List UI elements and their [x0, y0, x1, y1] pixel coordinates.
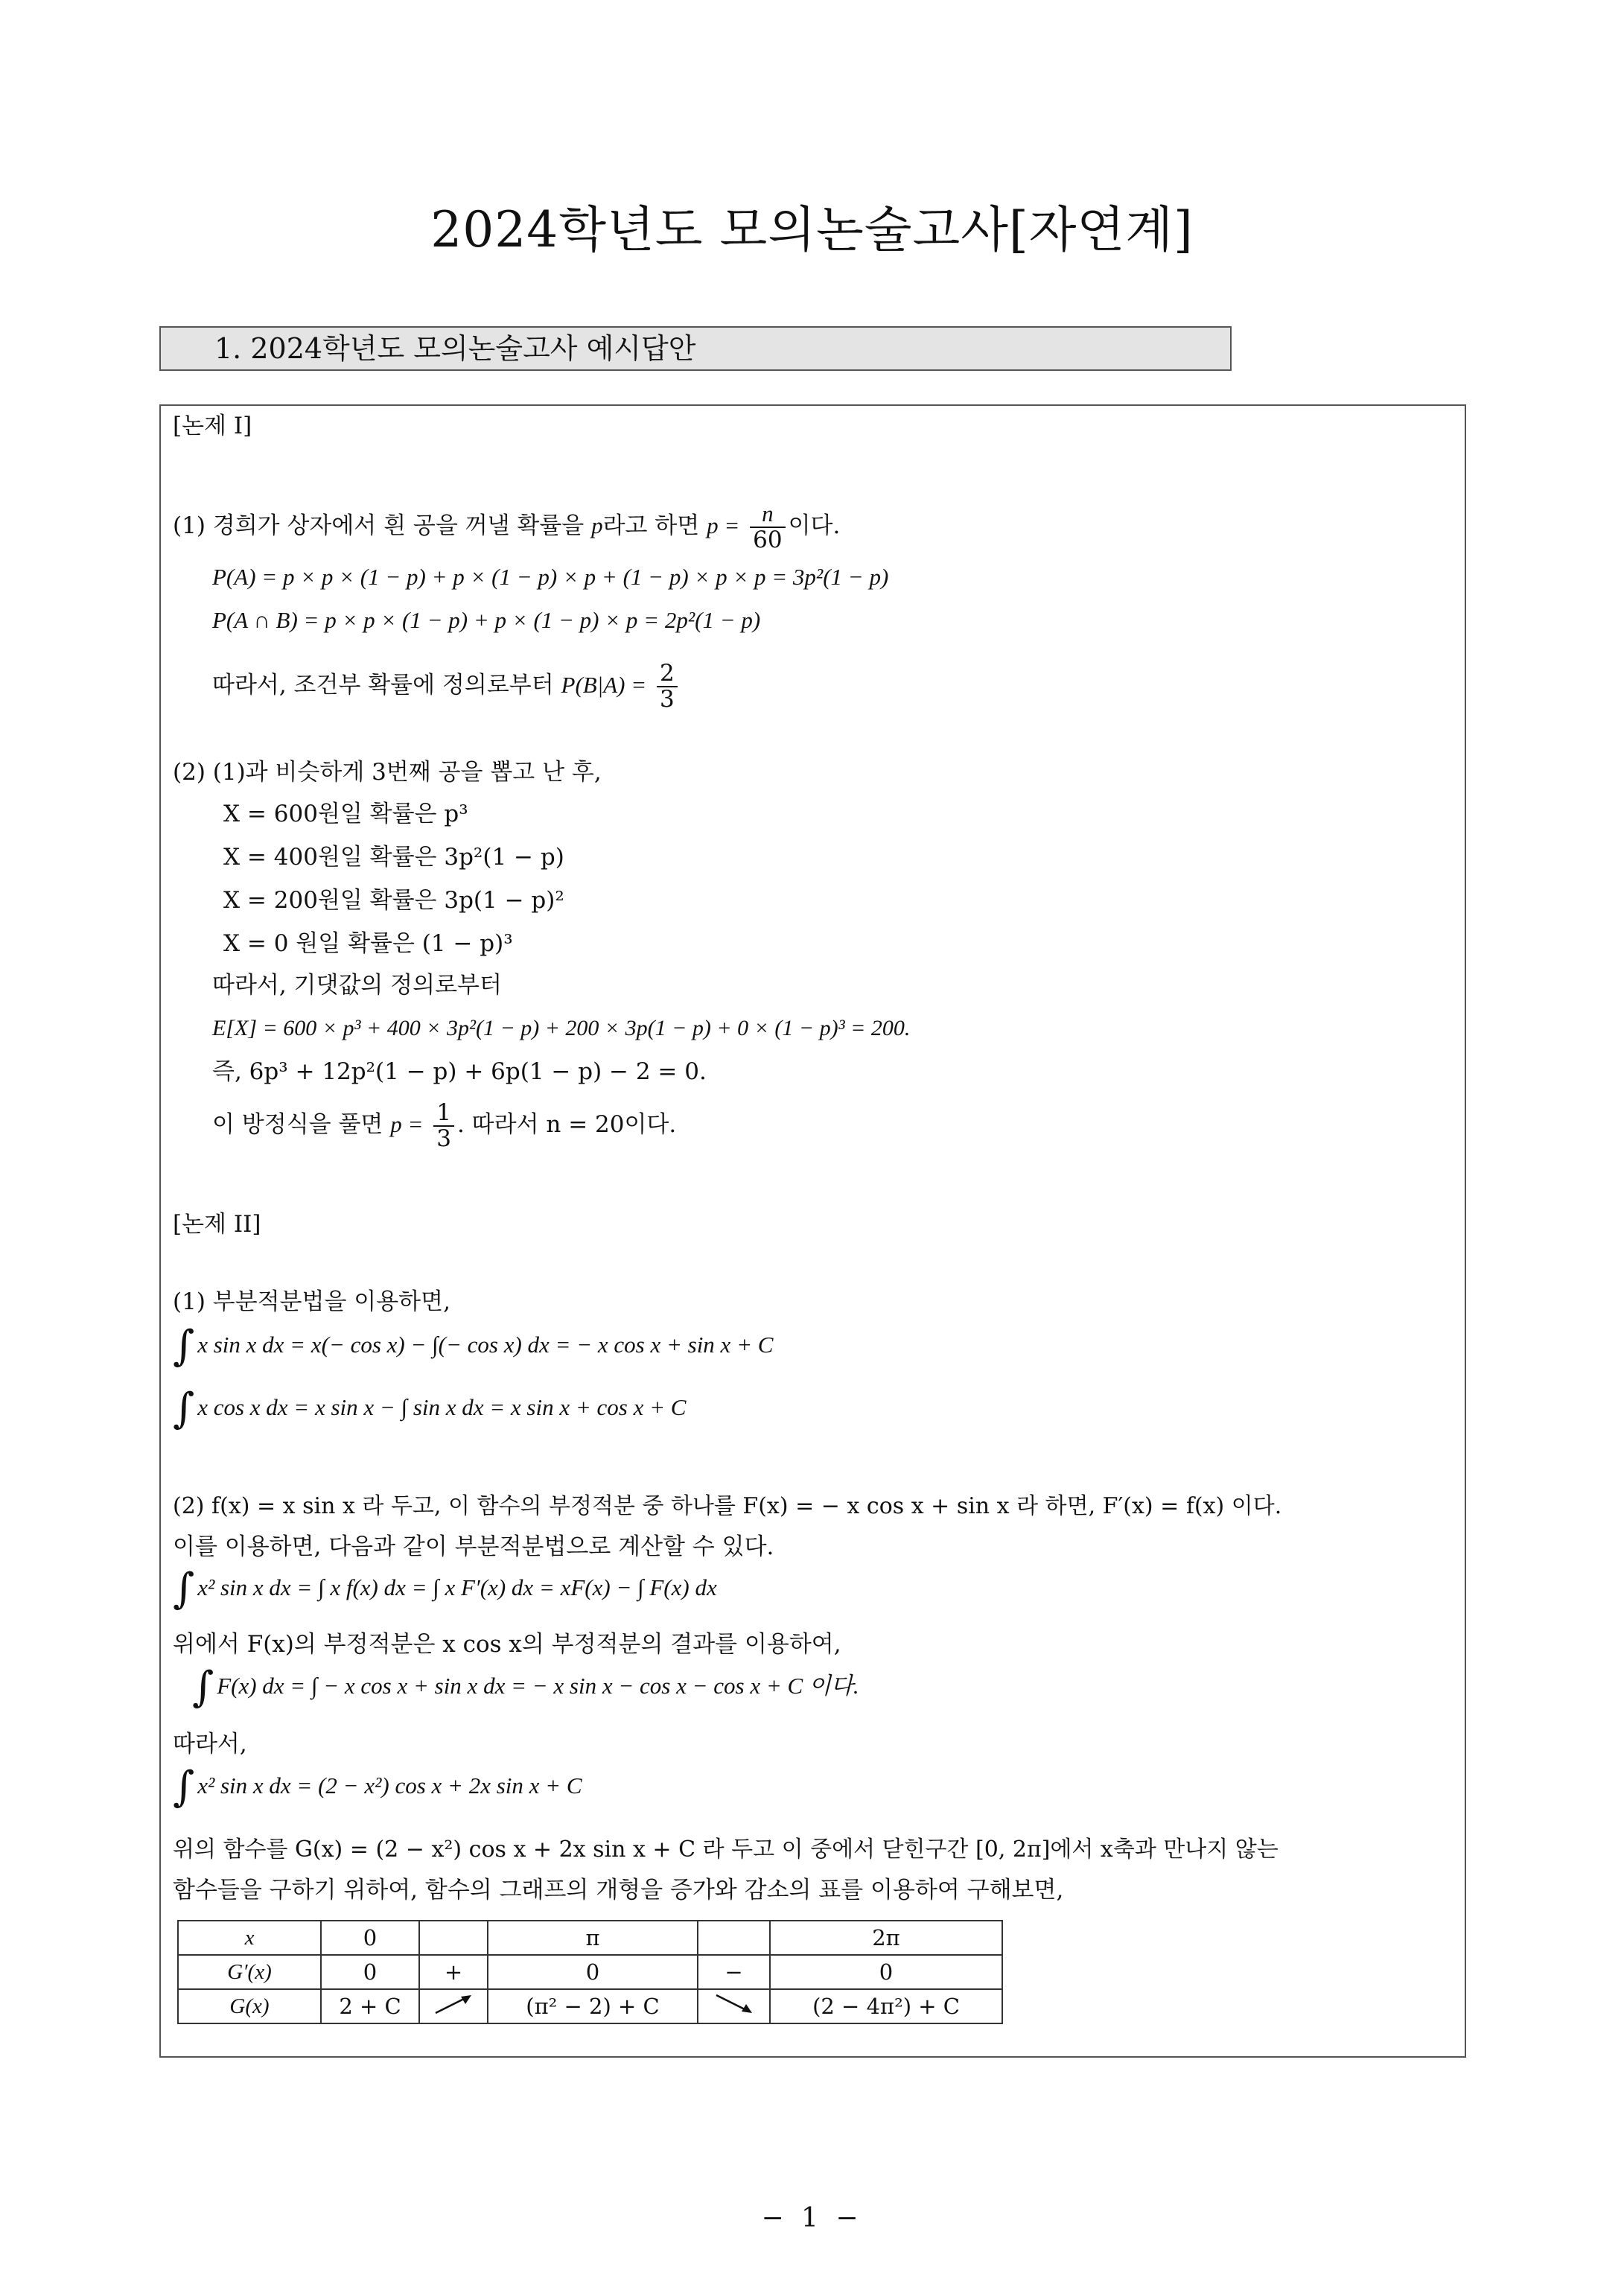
q1-p: p [591, 512, 603, 539]
part1-q2-intro: (2) (1)과 비슷하게 3번째 공을 뽑고 난 후, [173, 759, 602, 786]
table-cell [419, 1921, 488, 1955]
solve-text-b: . 따라서 n = 20이다. [456, 1111, 677, 1139]
part2-q1-intro: (1) 부분적분법을 이용하면, [173, 1288, 450, 1315]
simplified-equation: 즉, 6p³ + 12p²(1 − p) + 6p(1 − p) − 2 = 0. [212, 1058, 707, 1085]
solve-text-a: 이 방정식을 풀면 [212, 1111, 383, 1139]
table-cell: 2π [770, 1921, 1002, 1955]
prob-400: X = 400원일 확률은 3p²(1 − p) [223, 844, 564, 871]
equation-pab: P(A ∩ B) = p × p × (1 − p) + p × (1 − p) × p = 2p²(1 − p) [212, 607, 761, 633]
fraction-denominator: 3 [660, 685, 675, 713]
integral-result [173, 1763, 582, 1811]
table-row [178, 1989, 1002, 2023]
expectation-text: 따라서, 기댓값의 정의로부터 [212, 972, 502, 999]
table-cell [698, 1921, 770, 1955]
table-cell: G′(x) [178, 1955, 321, 1989]
table-cell: 0 [321, 1955, 419, 1989]
table-cell: π [488, 1921, 698, 1955]
table-cell: (2 − 4π²) + C [770, 1989, 1002, 2023]
page-title: 2024학년도 모의논술고사[자연계] [430, 201, 1194, 258]
integral-Fx [192, 1663, 859, 1711]
page-number: − 1 − [761, 2203, 863, 2233]
expectation-equation: E[X] = 600 × p³ + 400 × 3p²(1 − p) + 200 × 3p(1 − p) + 0 × (1 − p)³ = 200. [212, 1016, 911, 1040]
integral-sign: ∫ [192, 1663, 214, 1711]
fraction-n-over-60 [750, 502, 785, 552]
fraction-numerator: n [750, 502, 785, 528]
table-cell: + [419, 1955, 488, 1989]
fraction-denominator: 60 [753, 526, 783, 553]
integral-xcosx [173, 1384, 687, 1433]
integral-sign: ∫ [173, 1565, 195, 1613]
section-heading: 1. 2024학년도 모의논술고사 예시답안 [159, 326, 1232, 371]
q1-text-c: 이다. [788, 512, 841, 540]
table-row [178, 1955, 1002, 1989]
therefore-text: 따라서, [173, 1731, 247, 1758]
table-cell: x [178, 1921, 321, 1955]
fraction-1-over-3 [433, 1101, 454, 1151]
table-cell: G(x) [178, 1989, 321, 2023]
integral-x2sinx-parts [173, 1565, 717, 1613]
integral-body: x² sin x dx = (2 − x²) cos x + 2x sin x + C [197, 1772, 582, 1799]
integral-body: F(x) dx = ∫ − x cos x + sin x dx = − x sin x − cos x − cos x + C 이다. [217, 1673, 859, 1699]
equation-pa: P(A) = p × p × (1 − p) + p × (1 − p) × p + (1 − p) × p × p = 3p²(1 − p) [212, 564, 889, 590]
integral-xsinx [173, 1322, 774, 1370]
q1-text-b: 라고 하면 [602, 512, 700, 540]
table-cell: (π² − 2) + C [488, 1989, 698, 2023]
answer-box [159, 404, 1466, 2058]
fraction-2-over-3 [657, 661, 678, 711]
table-cell: 0 [321, 1921, 419, 1955]
conditional-text: 따라서, 조건부 확률에 정의로부터 [212, 672, 554, 699]
g-definition-line1: 위의 함수를 G(x) = (2 − x²) cos x + 2x sin x + C 라 두고 이 중에서 닫힌구간 [0, 2π]에서 x축과 만나지 않는 [173, 1837, 1278, 1863]
increase-arrow-icon [431, 1991, 476, 2017]
antiderivative-text: 위에서 F(x)의 부정적분은 x cos x의 부정적분의 결과를 이용하여, [173, 1631, 841, 1658]
q1-text-a: (1) 경희가 상자에서 흰 공을 꺼낼 확률을 [173, 512, 585, 540]
integral-body: x² sin x dx = ∫ x f(x) dx = ∫ x F′(x) dx = xF(x) − ∫ F(x) dx [197, 1574, 717, 1600]
table-cell: 0 [488, 1955, 698, 1989]
fraction-denominator: 3 [436, 1125, 451, 1152]
table-row [178, 1921, 1002, 1955]
solve-line [212, 1101, 676, 1151]
part2-heading: [논제 II] [173, 1211, 261, 1238]
integral-sign: ∫ [173, 1763, 195, 1811]
table-cell: − [698, 1955, 770, 1989]
decrease-arrow-cell [698, 1989, 770, 2023]
integral-body: x sin x dx = x(− cos x) − ∫(− cos x) dx = − x cos x + sin x + C [197, 1332, 774, 1358]
integral-sign: ∫ [173, 1322, 195, 1370]
fraction-numerator: 1 [433, 1101, 454, 1127]
prob-200: X = 200원일 확률은 3p(1 − p)² [223, 887, 564, 914]
prob-0: X = 0 원일 확률은 (1 − p)³ [223, 930, 513, 957]
table-cell: 0 [770, 1955, 1002, 1989]
table-cell: 2 + C [321, 1989, 419, 2023]
q1-p-eq: p = [707, 512, 740, 539]
part1-heading: [논제 I] [173, 413, 252, 439]
part2-q2-line1: (2) f(x) = x sin x 라 두고, 이 함수의 부정적분 중 하나를 F(x) = − x cos x + sin x 라 하면, F′(x) = f(x) 이다. [173, 1493, 1282, 1519]
solve-p-eq: p = [390, 1111, 424, 1138]
decrease-arrow-icon [712, 1991, 757, 2017]
integral-body: x cos x dx = x sin x − ∫ sin x dx = x sin x + cos x + C [197, 1394, 687, 1420]
increase-arrow-cell [419, 1989, 488, 2023]
conditional-lhs: P(B|A) = [561, 672, 647, 699]
part2-q2-line2: 이를 이용하면, 다음과 같이 부분적분법으로 계산할 수 있다. [173, 1533, 774, 1560]
prob-600: X = 600원일 확률은 p³ [223, 801, 468, 827]
conditional-line [212, 661, 681, 711]
variation-table [177, 1920, 1003, 2024]
integral-sign: ∫ [173, 1384, 195, 1433]
part1-q1-line [173, 502, 840, 552]
g-definition-line2: 함수들을 구하기 위하여, 함수의 그래프의 개형을 증가와 감소의 표를 이용하여 구해보면, [173, 1877, 1064, 1904]
fraction-numerator: 2 [657, 661, 678, 687]
